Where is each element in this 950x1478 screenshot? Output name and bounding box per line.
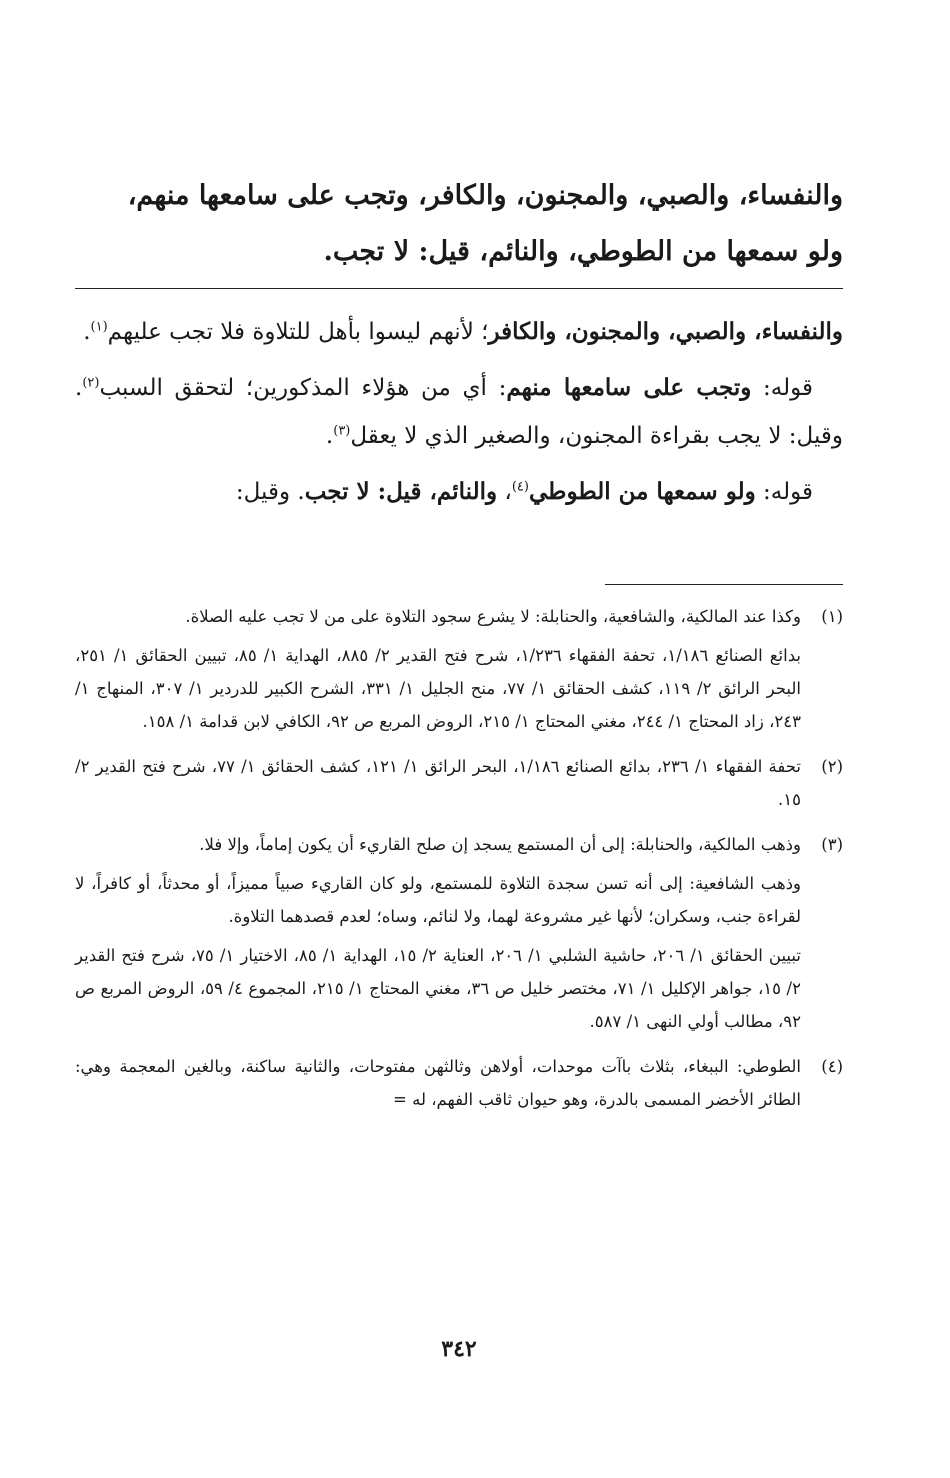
footnote-ref[interactable]: (٣) (333, 423, 351, 439)
footnote-paragraph: وذهب الشافعية: إلى أنه تسن سجدة التلاوة للمستمع، ولو كان القاريء صبياً مميزاً، أو محدثاً، أو كافراً، لا لقراءة جنب، وسكران؛ لأنها غير مشروعة لهما، ولا لنائم، وساه؛ لعدم قصدهما التلاوة. (75, 874, 801, 926)
footnote (75, 828, 843, 1044)
footnote-paragraph: تبيين الحقائق ١/ ٢٠٦، حاشية الشلبي ١/ ٢٠٦، العناية ٢/ ١٥، الهداية ١/ ٨٥، الاختيار ١/ ٧٥، شرح فتح القدير ٢/ ١٥، جواهر الإكليل ١/ ٧١، مختصر خليل ص ٣٦، مغني المحتاج ١/ ٢١٥، المجموع ٤/ ٥٩، الروض المربع ص ٩٢، مطالب أولي النهى ١/ ٥٨٧. (75, 946, 801, 1031)
punctuation: . (83, 319, 91, 345)
footnote-body (75, 1050, 801, 1122)
main-text-line-1: والنفساء، والصبي، والمجنون، والكافر، وتجب على سامعها منهم، (127, 180, 843, 211)
punctuation: ، (497, 479, 512, 505)
commentary-paragraph-3 (75, 468, 843, 516)
quoted-text: ولو سمعها من الطوطي (528, 478, 756, 505)
footnote-paragraph: تحفة الفقهاء ١/ ٢٣٦، بدائع الصنائع ١/١٨٦، البحر الرائق ١/ ١٢١، كشف الحقائق ١/ ٧٧، شرح فتح القدير ٢/ ١٥. (75, 757, 801, 809)
quoted-text: وتجب على سامعها منهم (506, 374, 752, 401)
main-text-line-2: ولو سمعها من الطوطي، والنائم، قيل: لا تجب. (323, 236, 843, 267)
main-separator-rule (75, 288, 843, 289)
footnote-ref[interactable]: (٢) (82, 375, 100, 391)
punctuation: . (325, 423, 334, 449)
footnote-paragraph: بدائع الصنائع ١/١٨٦، تحفة الفقهاء ١/٢٣٦، شرح فتح القدير ٢/ ٨٨٥، الهداية ١/ ٨٥، تبيين الحقائق ١/ ٢٥١، البحر الرائق ٢/ ١١٩، كشف الحقائق ١/ ٧٧، منح الجليل ١/ ٣٣١، الشرح الكبير للدردير ١/ ٣٠٧، المنهاج ١/ ٢٤٣، زاد المحتاج ١/ ٢٤٤، مغني المحتاج ١/ ٢١٥، الروض المربع ص ٩٢، الكافي لابن قدامة ١/ ١٥٨. (75, 646, 802, 731)
commentary-text: : أي من هؤلاء المذكورين؛ لتحقق السبب (99, 375, 507, 401)
footnote-body (75, 750, 801, 822)
commentary-text: . وقيل: لا يجب بقراءة المجنون، والصغير الذي لا يعقل (75, 375, 843, 449)
commentary-text: ؛ لأنهم ليسوا بأهل للتلاوة فلا تجب عليهم (107, 319, 489, 345)
footnote-paragraph: الطوطي: الببغاء، بثلاث باآت موحدات، أولاهن وثالثهن مفتوحات، والثانية ساكنة، وبالغين المعجمة وهي: الطائر الأخضر المسمى بالدرة، وهو حيوان ثاقب الفهم، له = (75, 1057, 801, 1109)
commentary-paragraph-2 (75, 364, 843, 460)
commentary-paragraph-1 (75, 308, 843, 356)
main-text (75, 168, 843, 280)
footnote-number: (١) (821, 607, 843, 626)
quoted-text: والنفساء، والصبي، والمجنون، والكافر (488, 318, 843, 345)
quoted-text: والنائم، قيل: لا تجب (304, 478, 498, 505)
footnote-separator-rule (605, 584, 843, 585)
commentary (75, 308, 843, 524)
lead-word: قوله: (751, 375, 813, 401)
footnote-ref[interactable]: (٤) (511, 479, 529, 495)
footnote (75, 1050, 843, 1122)
footnote-ref[interactable]: (١) (90, 319, 108, 335)
footnote-number: (٣) (821, 835, 843, 854)
footnote-number: (٢) (821, 757, 843, 776)
footnote-body (75, 828, 801, 1044)
footnote (75, 600, 843, 744)
page-number: ٣٤٢ (441, 1336, 477, 1362)
footnote-body (75, 600, 801, 744)
commentary-text: . وقيل: (235, 479, 305, 505)
footnote-paragraph: وكذا عند المالكية، والشافعية، والحنابلة: لا يشرع سجود التلاوة على من لا تجب عليه الصلاة. (185, 607, 801, 626)
footnote (75, 750, 843, 822)
lead-word: قوله: (755, 479, 813, 505)
footnote-paragraph: وذهب المالكية، والحنابلة: إلى أن المستمع يسجد إن صلح القاريء أن يكون إماماً، وإلا فلا. (199, 835, 801, 854)
footnotes (75, 600, 843, 1128)
footnote-number: (٤) (821, 1057, 843, 1076)
